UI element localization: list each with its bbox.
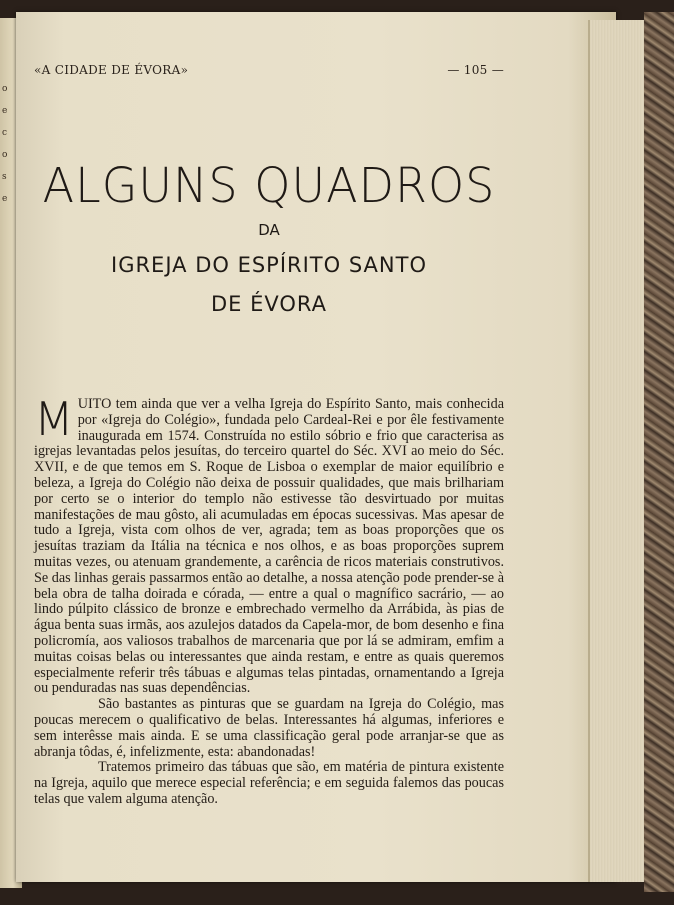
margin-mark: c xyxy=(2,128,8,138)
subtitle-line-1: IGREJA DO ESPÍRITO SANTO xyxy=(111,253,427,277)
paragraph-1-text: UITO tem ainda que ver a velha Igreja do Espírito Santo, mais conhecida por «Igreja do Colégio», fundada pelo Cardeal-Rei e por êle festivamente inaugurada em 1574. Construída no estilo sóbrio e frio que caracterisa as igrejas levantadas pelos jesuítas, do terceiro quartel do Séc. XVI ao meio do Séc. XVII, e de que temos em S. Roque de Lisboa o exemplar de maior equilíbrio e beleza, a Igreja do Colégio não deixa de possuir qualidades, que mais brilhariam por certo se o interior do templo não estivesse tão desvirtuado por muitas manifestações de mau gôsto, ali acumuladas em épocas sucessivas. Mas apesar de tudo a Igreja, vista com olhos de ver, agrada; tem as boas proporções que os jesuítas traziam da Itália na técnica e nos olhos, e as boas proporções suprem muitas vezes, ou atenuam grandemente, a carência de ricos materiais construtivos. Se das linhas gerais passarmos então ao detalhe, a nossa atenção pode prender-se à bela obra de talha doirada e córada, — entre a qual o magnífico sacrário, — ao lindo púlpito clássico de bronze e embrechado vermelho da Arrábida, às pias de água benta suas irmãs, aos azulejos datados da Capela-mor, de bom desenho e fina policromía, aos valiosos trabalhos de marcenaria que por lá se admiram, emfim a muitas coisas belas ou interessantes que ainda restam, e entre as quais queremos especialmente referir três tábuas e algumas telas pintadas, ornamentando a Igreja ou penduradas nas suas dependências. xyxy=(34,396,504,697)
margin-mark: o xyxy=(2,150,8,160)
title-connector: DA xyxy=(258,221,280,239)
margin-mark: e xyxy=(2,106,8,116)
page-number: — 105 — xyxy=(447,63,504,77)
margin-mark: s xyxy=(2,172,7,182)
margin-mark: o xyxy=(2,84,8,94)
article-title: ALGUNS QUADROS xyxy=(42,156,496,214)
running-title: «A CIDADE DE ÉVORA» xyxy=(34,63,189,77)
paragraph-3: Tratemos primeiro das tábuas que são, em matéria de pintura existente na Igreja, aquilo que merece especial referência; e em seguida falemos das poucas telas que valem alguma atenção. xyxy=(34,759,504,807)
page-stack-edges xyxy=(588,20,648,882)
paragraph-2: São bastantes as pinturas que se guardam na Igreja do Colégio, mas poucas merecem o qualificativo de belas. Interessantes há algumas, inferiores e sem interêsse mais ainda. E se uma classificação geral pode arranjar-se que as abranja tôdas, é, infelizmente, esta: abandonadas! xyxy=(34,696,504,760)
article-body xyxy=(34,392,504,808)
paragraph-1 xyxy=(34,392,504,697)
marbled-cover-edge xyxy=(644,12,674,892)
drop-cap: M xyxy=(34,392,74,446)
facing-page-margin-marks xyxy=(2,78,7,210)
subtitle-line-2: DE ÉVORA xyxy=(210,292,327,316)
margin-mark: e xyxy=(2,194,8,204)
